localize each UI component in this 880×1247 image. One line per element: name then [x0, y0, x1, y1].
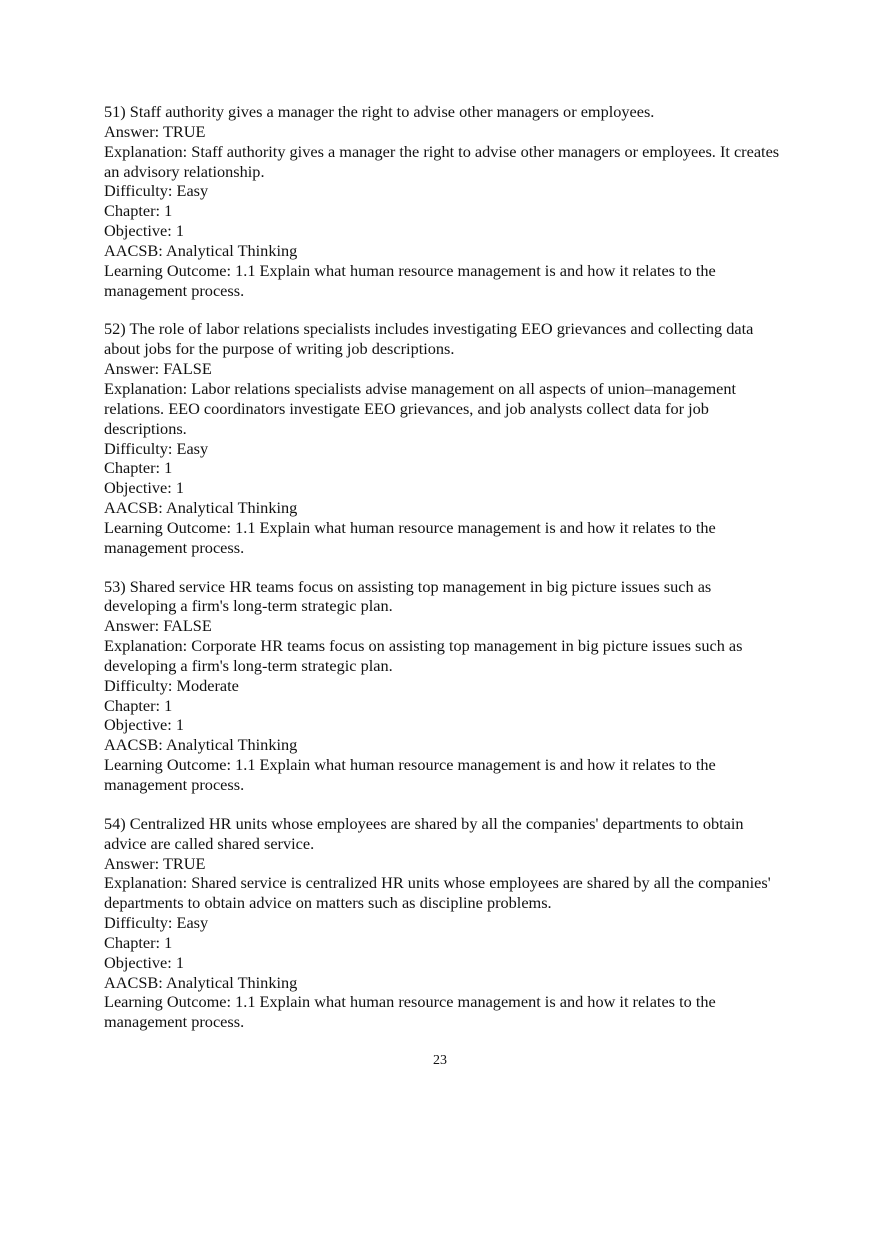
question-block-52: [104, 319, 784, 557]
answer-text: Answer: TRUE: [104, 121, 206, 141]
chapter-text: Chapter: 1: [104, 458, 173, 478]
explanation-text: Explanation: Shared service is centralized HR units whose employees are shared by all the companies' departments to obtain advice on matters such as discipline problems.: [104, 873, 771, 913]
learning-outcome-text: Learning Outcome: 1.1 Explain what human resource management is and how it relates to the management process.: [104, 517, 716, 557]
difficulty-text: Difficulty: Easy: [104, 181, 209, 201]
answer-text: Answer: FALSE: [104, 616, 212, 636]
learning-outcome-text: Learning Outcome: 1.1 Explain what human resource management is and how it relates to the management process.: [104, 992, 716, 1032]
aacsb-text: AACSB: Analytical Thinking: [104, 735, 298, 755]
question-block-51: [104, 102, 784, 300]
explanation-text: Explanation: Staff authority gives a manager the right to advise other managers or employees. It creates an advisory relationship.: [104, 141, 780, 181]
question-text: 54) Centralized HR units whose employees are shared by all the companies' departments to obtain advice are called shared service.: [104, 813, 744, 853]
difficulty-text: Difficulty: Moderate: [104, 675, 239, 695]
explanation-text: Explanation: Corporate HR teams focus on assisting top management in big picture issues such as developing a firm's long-term strategic plan.: [104, 636, 743, 675]
explanation-text: Explanation: Labor relations specialists advise management on all aspects of union–management relations. EEO coordinators investigate EEO grievances, and job analysts collect data for job descriptions.: [104, 378, 737, 438]
aacsb-text: AACSB: Analytical Thinking: [104, 972, 298, 992]
answer-text: Answer: FALSE: [104, 359, 212, 379]
objective-text: Objective: 1: [104, 715, 185, 735]
aacsb-text: AACSB: Analytical Thinking: [104, 240, 298, 260]
objective-text: Objective: 1: [104, 221, 185, 241]
difficulty-text: Difficulty: Easy: [104, 438, 209, 458]
learning-outcome-text: Learning Outcome: 1.1 Explain what human resource management is and how it relates to the management process.: [104, 755, 716, 794]
objective-text: Objective: 1: [104, 478, 185, 498]
question-text: 53) Shared service HR teams focus on assisting top management in big picture issues such as developing a firm's long-term strategic plan.: [104, 576, 712, 616]
question-text: 52) The role of labor relations specialists includes investigating EEO grievances and collecting data about jobs for the purpose of writing job descriptions.: [104, 319, 754, 359]
chapter-text: Chapter: 1: [104, 932, 173, 952]
document-page: [104, 102, 784, 1051]
learning-outcome-text: Learning Outcome: 1.1 Explain what human resource management is and how it relates to the management process.: [104, 260, 716, 300]
chapter-text: Chapter: 1: [104, 201, 173, 221]
chapter-text: Chapter: 1: [104, 695, 173, 715]
objective-text: Objective: 1: [104, 952, 185, 972]
answer-text: Answer: TRUE: [104, 853, 206, 873]
question-text: 51) Staff authority gives a manager the right to advise other managers or employees.: [104, 102, 655, 121]
question-block-54: [104, 814, 784, 1032]
question-block-53: [104, 577, 784, 795]
page-number: 23: [433, 1053, 447, 1068]
difficulty-text: Difficulty: Easy: [104, 913, 209, 933]
aacsb-text: AACSB: Analytical Thinking: [104, 498, 298, 518]
